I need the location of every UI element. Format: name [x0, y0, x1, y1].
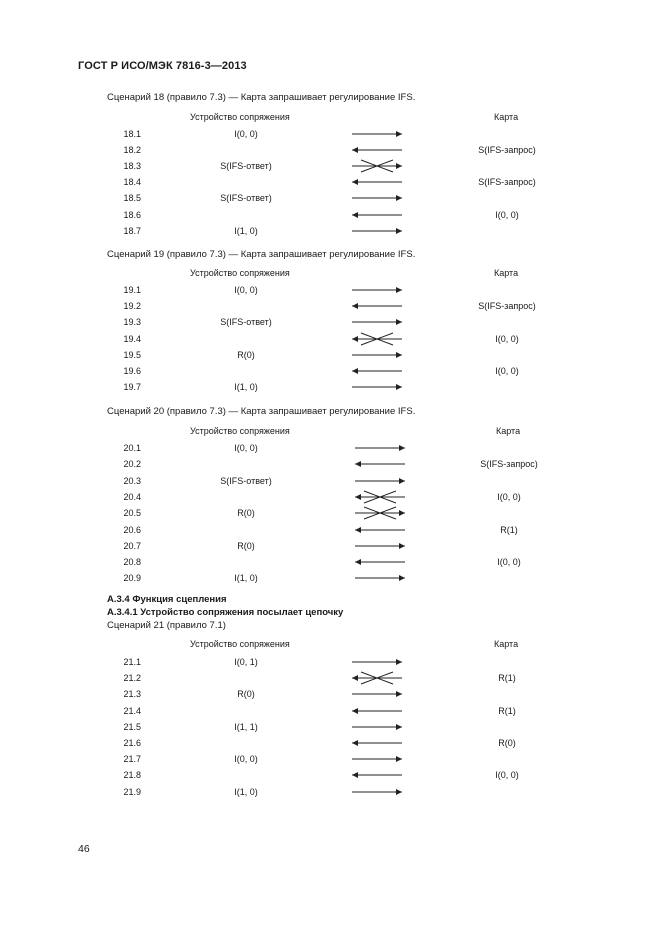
arrow-head — [352, 147, 358, 153]
exchange-row — [0, 524, 661, 540]
arrow-head — [399, 543, 405, 549]
arrow-left-icon — [353, 556, 407, 570]
step-number: 18.7 — [123, 225, 141, 236]
arrow-head — [396, 195, 402, 201]
column-header-card: Карта — [496, 426, 521, 436]
device-block: S(IFS-ответ) — [220, 193, 272, 204]
arrow-head — [396, 724, 402, 730]
device-block: I(1, 0) — [234, 382, 258, 393]
card-block: R(0) — [498, 738, 516, 748]
step-number: 20.2 — [123, 459, 141, 470]
card-block: R(1) — [498, 673, 516, 684]
step-number: 19.5 — [123, 349, 141, 360]
step-number: 21.4 — [123, 705, 141, 716]
arrow-left-icon — [353, 491, 407, 505]
arrow-head — [396, 384, 402, 390]
arrow-left-icon — [350, 300, 404, 314]
step-number: 21.6 — [123, 738, 141, 748]
card-block: I(0, 0) — [495, 770, 519, 781]
exchange-row — [0, 737, 661, 753]
exchange-row — [0, 458, 661, 474]
exchange-row — [0, 688, 661, 704]
exchange-row — [0, 769, 661, 785]
step-number: 18.3 — [123, 161, 141, 172]
arrow-head — [396, 228, 402, 234]
step-number: 20.5 — [123, 508, 141, 519]
column-header-card: Карта — [494, 268, 519, 278]
arrow-left-icon — [350, 176, 404, 190]
exchange-row — [0, 753, 661, 769]
exchange-row — [0, 786, 661, 802]
step-number: 20.1 — [123, 443, 141, 453]
arrow-right-icon — [350, 753, 404, 767]
step-number: 21.1 — [123, 657, 141, 667]
exchange-row — [0, 160, 661, 176]
column-header-device: Устройство сопряжения — [190, 112, 290, 122]
exchange-row — [0, 365, 661, 381]
card-block: I(0, 0) — [497, 557, 521, 568]
arrow-head — [352, 368, 358, 374]
card-block: I(0, 0) — [497, 491, 521, 502]
arrow-left-icon — [350, 365, 404, 379]
exchange-row — [0, 656, 661, 672]
arrow-head — [352, 212, 358, 218]
arrow-left-icon — [350, 333, 404, 347]
step-number: 20.7 — [123, 540, 141, 551]
step-number: 21.3 — [123, 689, 141, 700]
device-block: S(IFS-ответ) — [220, 317, 272, 328]
arrow-right-icon — [353, 442, 407, 456]
device-block: I(1, 0) — [234, 573, 258, 584]
arrow-right-icon — [353, 572, 407, 586]
device-block: I(1, 1) — [234, 721, 258, 732]
arrow-head — [355, 559, 361, 565]
arrow-head — [396, 163, 402, 169]
exchange-row — [0, 540, 661, 556]
exchange-row — [0, 556, 661, 572]
step-number: 18.6 — [123, 209, 141, 220]
exchange-row — [0, 705, 661, 721]
scenario-title: Сценарий 20 (правило 7.3) — Карта запрашивает регулирование IFS. — [107, 406, 416, 417]
arrow-head — [396, 691, 402, 697]
arrow-head — [399, 575, 405, 581]
section-title: А.3.4 Функция сцепления — [107, 594, 227, 605]
arrow-head — [396, 756, 402, 762]
exchange-row — [0, 300, 661, 316]
card-block: S(IFS-запрос) — [478, 177, 536, 188]
device-block: R(0) — [237, 508, 255, 519]
device-block: I(1, 0) — [234, 786, 258, 797]
exchange-row — [0, 672, 661, 688]
step-number: 18.5 — [123, 193, 141, 204]
exchange-row — [0, 192, 661, 208]
arrow-head — [352, 740, 358, 746]
card-block: S(IFS-запрос) — [478, 301, 536, 312]
arrow-head — [396, 352, 402, 358]
step-number: 21.9 — [123, 786, 141, 797]
card-block: R(1) — [500, 524, 518, 535]
exchange-row — [0, 475, 661, 491]
step-number: 20.9 — [123, 573, 141, 584]
step-number: 19.4 — [123, 333, 141, 344]
exchange-row — [0, 316, 661, 332]
step-number: 18.1 — [123, 129, 141, 139]
step-number: 19.3 — [123, 317, 141, 328]
arrow-left-icon — [350, 705, 404, 719]
arrow-right-icon — [350, 192, 404, 206]
device-block: S(IFS-ответ) — [220, 161, 272, 172]
page-number: 46 — [78, 843, 90, 855]
arrow-left-icon — [350, 769, 404, 783]
arrow-right-icon — [350, 656, 404, 670]
arrow-head — [352, 336, 358, 342]
device-block: R(0) — [237, 349, 255, 360]
device-block: I(0, 0) — [234, 754, 258, 765]
column-header-card: Карта — [494, 639, 519, 649]
step-number: 19.2 — [123, 301, 141, 312]
exchange-row — [0, 176, 661, 192]
column-header-device: Устройство сопряжения — [190, 639, 290, 649]
device-block: I(1, 0) — [234, 225, 258, 236]
scenario-title: Сценарий 19 (правило 7.3) — Карта запрашивает регулирование IFS. — [107, 249, 416, 260]
step-number: 20.3 — [123, 475, 141, 486]
device-block: R(0) — [237, 540, 255, 551]
step-number: 19.6 — [123, 366, 141, 376]
exchange-row — [0, 721, 661, 737]
step-number: 18.2 — [123, 145, 141, 156]
arrow-right-icon — [350, 225, 404, 239]
arrow-left-icon — [350, 672, 404, 686]
arrow-head — [399, 510, 405, 516]
card-block: S(IFS-запрос) — [480, 459, 538, 470]
step-number: 21.7 — [123, 754, 141, 765]
arrow-right-icon — [353, 475, 407, 489]
subsection-title: А.3.4.1 Устройство сопряжения посылает цепочку — [107, 607, 344, 618]
exchange-row — [0, 333, 661, 349]
arrow-head — [352, 303, 358, 309]
exchange-row — [0, 225, 661, 241]
arrow-right-icon — [350, 786, 404, 800]
scenario-title: Сценарий 21 (правило 7.1) — [107, 620, 226, 631]
step-number: 19.1 — [123, 285, 141, 295]
device-block: R(0) — [237, 689, 255, 700]
step-number: 20.8 — [123, 557, 141, 568]
arrow-right-icon — [350, 349, 404, 363]
exchange-row — [0, 507, 661, 523]
arrow-right-icon — [353, 507, 407, 521]
column-header-device: Устройство сопряжения — [190, 426, 290, 436]
step-number: 18.4 — [123, 177, 141, 188]
arrow-head — [399, 445, 405, 451]
arrow-right-icon — [350, 721, 404, 735]
arrow-right-icon — [350, 316, 404, 330]
exchange-row — [0, 572, 661, 588]
exchange-row — [0, 491, 661, 507]
arrow-head — [355, 494, 361, 500]
exchange-row — [0, 442, 661, 458]
arrow-right-icon — [350, 381, 404, 395]
arrow-head — [352, 179, 358, 185]
exchange-row — [0, 144, 661, 160]
arrow-head — [396, 659, 402, 665]
device-block: I(0, 0) — [234, 285, 258, 295]
exchange-row — [0, 284, 661, 300]
step-number: 20.6 — [123, 524, 141, 535]
arrow-head — [352, 675, 358, 681]
arrow-head — [396, 131, 402, 137]
step-number: 21.8 — [123, 770, 141, 781]
device-block: I(0, 0) — [234, 443, 258, 453]
arrow-head — [396, 287, 402, 293]
arrow-head — [396, 789, 402, 795]
arrow-right-icon — [350, 688, 404, 702]
arrow-right-icon — [350, 128, 404, 142]
arrow-head — [355, 461, 361, 467]
column-header-card: Карта — [494, 112, 519, 122]
card-block: I(0, 0) — [495, 333, 519, 344]
card-block: S(IFS-запрос) — [478, 145, 536, 156]
arrow-head — [352, 708, 358, 714]
exchange-row — [0, 381, 661, 397]
card-block: I(0, 0) — [495, 366, 519, 376]
card-block: R(1) — [498, 705, 516, 716]
arrow-head — [396, 319, 402, 325]
arrow-left-icon — [350, 209, 404, 223]
arrow-right-icon — [350, 160, 404, 174]
arrow-head — [352, 772, 358, 778]
step-number: 21.5 — [123, 721, 141, 732]
step-number: 21.2 — [123, 673, 141, 684]
step-number: 19.7 — [123, 382, 141, 393]
device-block: I(0, 0) — [234, 129, 258, 139]
device-block: S(IFS-ответ) — [220, 475, 272, 486]
arrow-head — [399, 478, 405, 484]
arrow-left-icon — [350, 737, 404, 751]
arrow-right-icon — [353, 540, 407, 554]
exchange-row — [0, 128, 661, 144]
arrow-left-icon — [353, 458, 407, 472]
arrow-right-icon — [350, 284, 404, 298]
column-header-device: Устройство сопряжения — [190, 268, 290, 278]
card-block: I(0, 0) — [495, 209, 519, 220]
document-header: ГОСТ Р ИСО/МЭК 7816-3—2013 — [78, 60, 247, 72]
arrow-left-icon — [353, 524, 407, 538]
arrow-left-icon — [350, 144, 404, 158]
device-block: I(0, 1) — [234, 657, 258, 667]
exchange-row — [0, 349, 661, 365]
arrow-head — [355, 527, 361, 533]
scenario-title: Сценарий 18 (правило 7.3) — Карта запрашивает регулирование IFS. — [107, 92, 416, 103]
exchange-row — [0, 209, 661, 225]
step-number: 20.4 — [123, 491, 141, 502]
